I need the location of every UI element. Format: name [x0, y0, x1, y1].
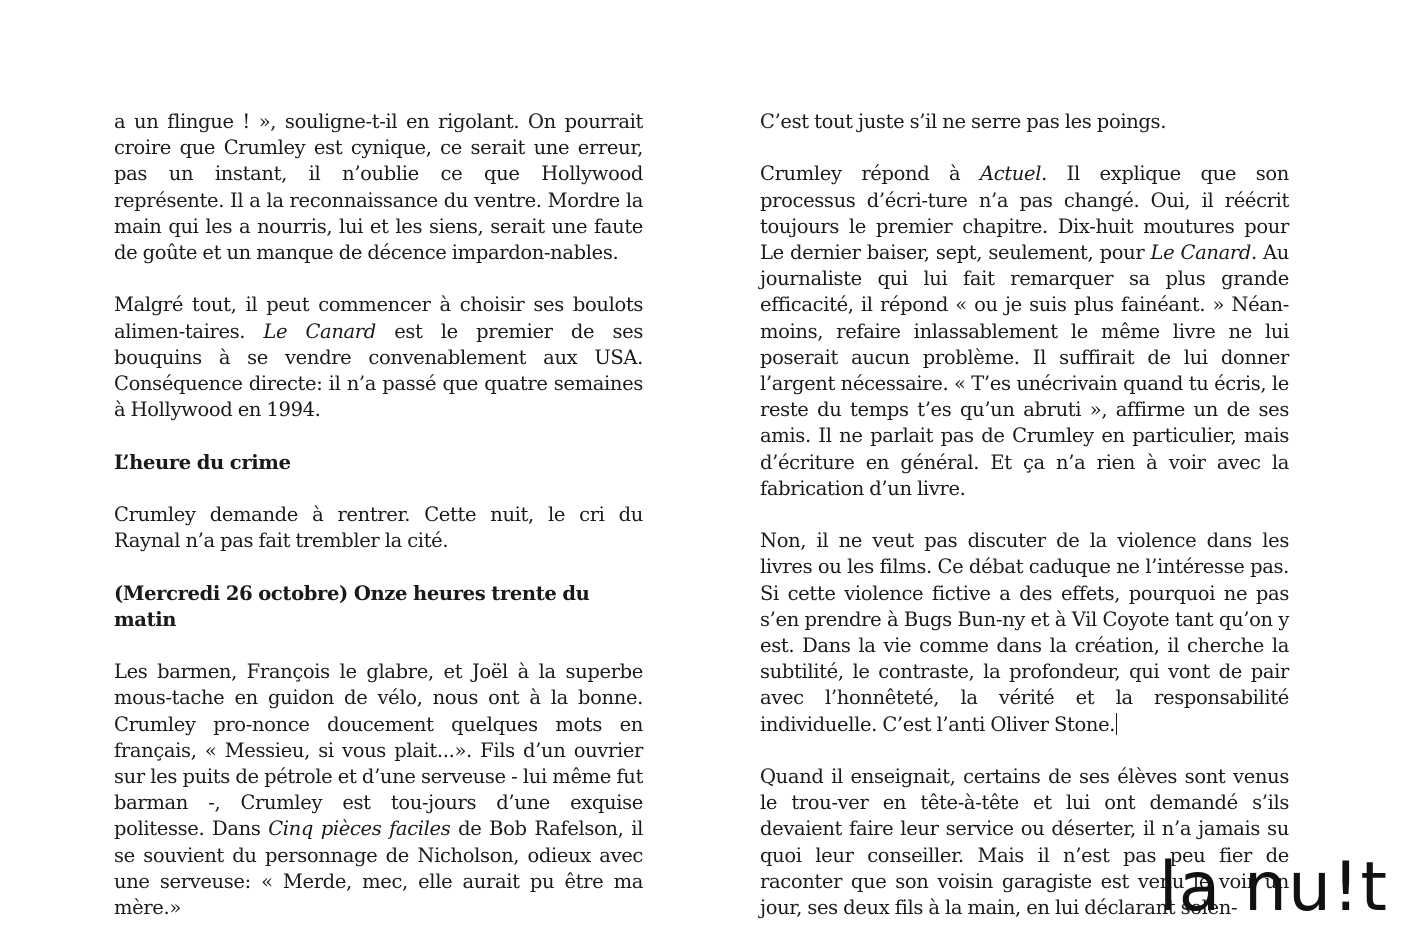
- paragraph: a un flingue ! », souligne-t-il en rigolant. On pourrait croire que Crumley est cynique, ce serait une erreur, pas un instant, il n’oublie ce que Hollywood représente. Il a la reconnaissance du ventre. Mordre la main qui les a nourris, lui et les siens, serait une faute de goûte et un manque de décence impardon-nables.: [114, 110, 643, 265]
- section-heading: L’heure du crime: [114, 450, 291, 474]
- text-run: est le premier de ses bouquins à se vendre convenablement aux USA. Conséquence directe: il n’a passé que quatre semaines à Hollywood en 1994.: [114, 319, 643, 422]
- text-run: Les barmen, François le glabre, et Joël à la superbe mous-tache en guidon de vélo, nous ont à la bonne. Crumley pro-nonce doucement quelques mots en français, « Messieu, si vous plait...». Fils d’un ouvrier sur les puits de pétrole et d’une serveuse - lui même fut barman -, Crumley est tou-jours d’une exquise politesse. Dans: [114, 660, 643, 841]
- paragraph: [760, 161, 1289, 502]
- text-run: Non, il ne veut pas discuter de la violence dans les livres ou les films. Ce débat caduque ne l’intéresse pas. Si cette violence fictive a des effets, pourquoi ne pas s’en prendre à Bugs Bun-ny et à Vil Coyote tant qu’on y est. Dans la vie comme dans la création, il cherche la subtilité, le contraste, la profondeur, qui vont de pair avec l’honnêteté, la vérité et la responsabilité individuelle. C’est l’anti Oliver Stone.: [760, 529, 1289, 736]
- right-text-column: [760, 109, 1289, 921]
- italic-title: Le Canard: [1150, 241, 1251, 264]
- text-run: . Il explique que son processus d’écri-ture n’a pas changé. Oui, il réécrit toujours le premier chapitre. Dix-huit moutures pour Le dernier baiser, sept, seulement, pour: [760, 162, 1290, 264]
- text-run: Malgré tout, il peut commencer à choisir ses boulots alimen-taires.: [114, 293, 643, 343]
- left-text-column: [114, 109, 643, 921]
- paragraph: [114, 659, 643, 921]
- publication-logo: la nu!t: [1158, 848, 1388, 927]
- text-run: . Au journaliste qui lui fait remarquer sa plus grande efficacité, il répond « ou je suis plus fainéant. » Néan-moins, refaire inlassablement le même livre ne lui poserait aucun problème. Il suffirait de lui donner l’argent nécessaire. « T’es unécrivain quand tu écris, le reste du temps t’es qu’un abruti », affirme un de ses amis. Il ne parlait pas de Crumley en particulier, mais d’écriture en général. Et ça n’a rien à voir avec la fabrication d’un livre.: [760, 241, 1289, 500]
- text-cursor: [1116, 713, 1117, 735]
- paragraph[interactable]: [760, 528, 1289, 738]
- section-heading: (Mercredi 26 octobre) Onze heures trente du matin: [114, 581, 590, 631]
- paragraph: Crumley demande à rentrer. Cette nuit, le cri du Raynal n’a pas fait trembler la cité.: [114, 503, 643, 553]
- paragraph: C’est tout juste s’il ne serre pas les poings.: [760, 110, 1167, 133]
- text-run: de Bob Rafelson, il se souvient du personnage de Nicholson, odieux avec une serveuse: « Merde, mec, elle aurait pu être ma mère.»: [114, 817, 643, 920]
- text-run: Crumley répond à: [760, 162, 981, 186]
- italic-title: Le Canard: [263, 319, 376, 343]
- paragraph: Quand il enseignait, certains de ses élèves sont venus le trou-ver en tête-à-tête et lui ont demandé s’ils devaient faire leur service ou déserter, il n’a jamais su quoi leur conseiller. Mais il n’est pas peu fier de raconter que son voisin garagiste est venu le voir un jour, ses deux fils à la main, en lui déclarant solen-: [760, 765, 1289, 920]
- paragraph: [114, 292, 643, 423]
- italic-title: Cinq pièces faciles: [268, 817, 451, 841]
- italic-title: Actuel: [980, 162, 1042, 186]
